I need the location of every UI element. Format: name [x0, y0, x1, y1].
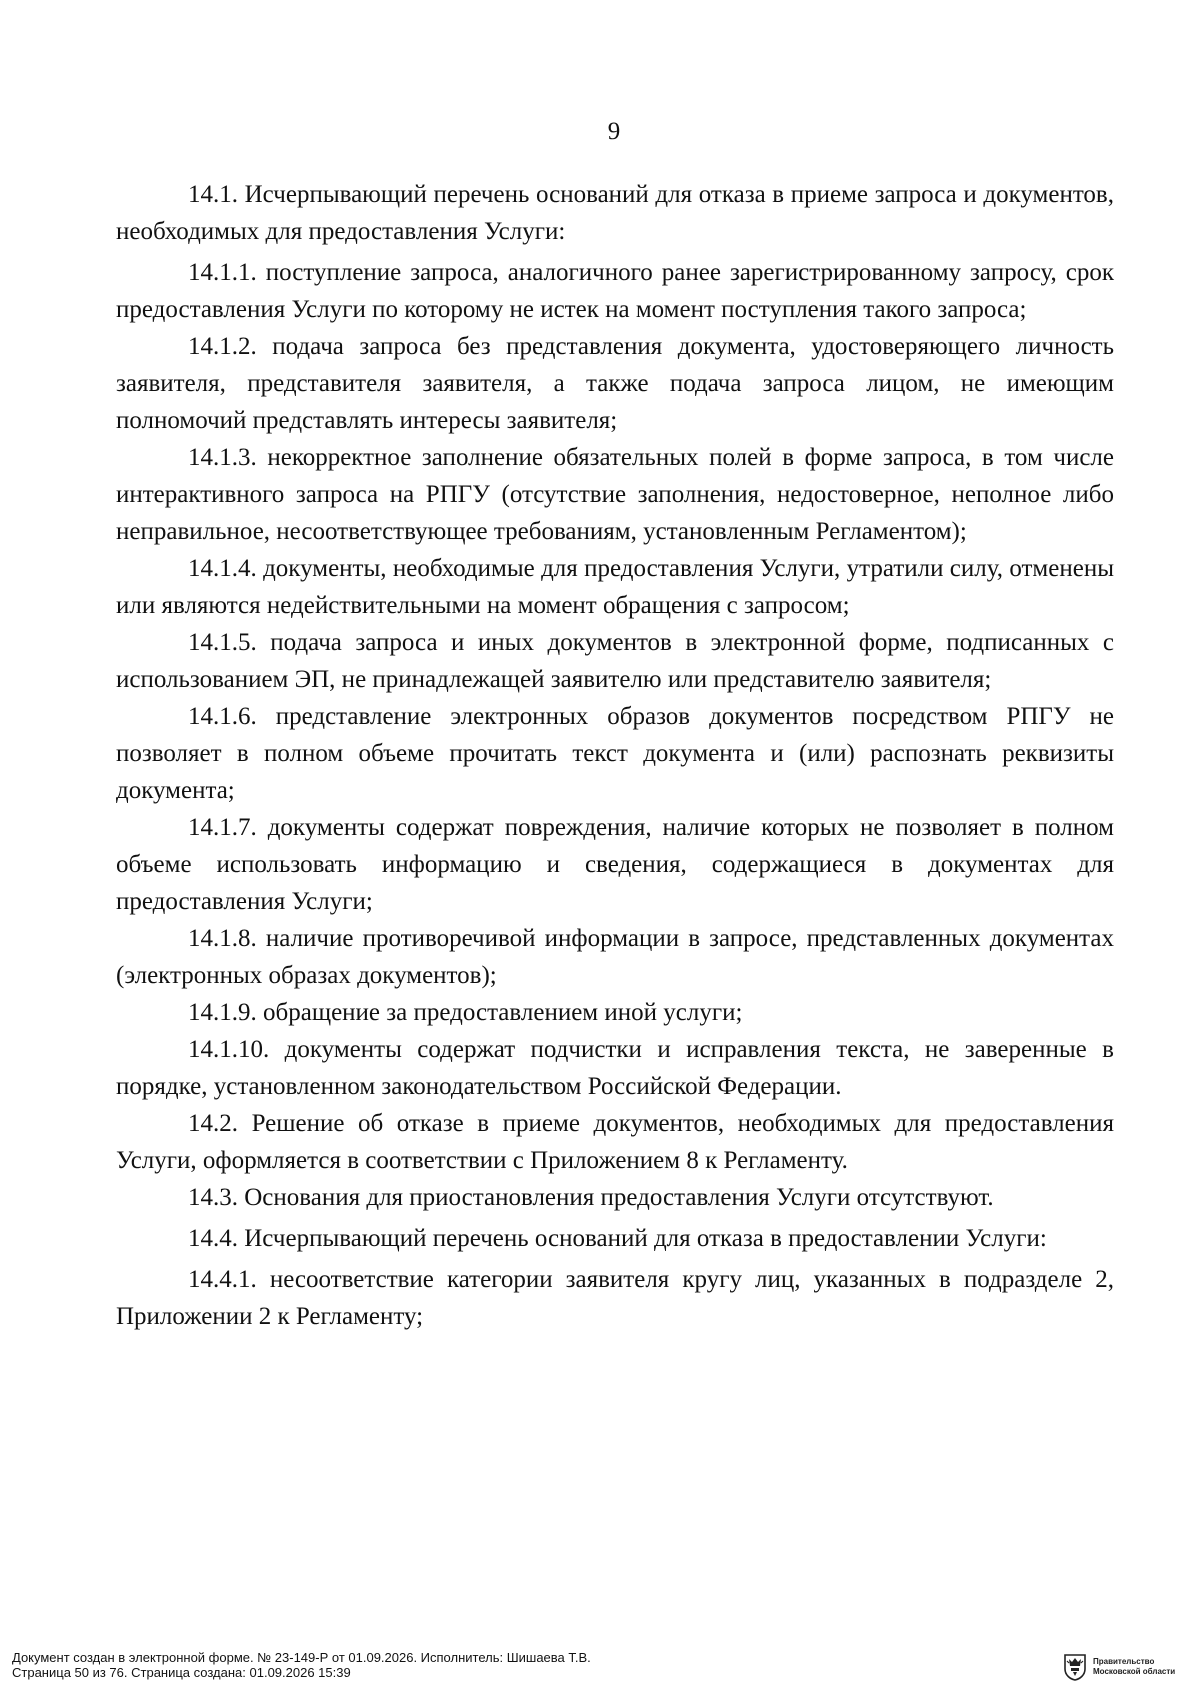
paragraph-14-1-8: 14.1.8. наличие противоречивой информации в запросе, представленных документах (электронных образах документов);: [116, 925, 1114, 989]
footer-page-info: Страница 50 из 76. Страница создана: 01.09.2026 15:39: [12, 1665, 351, 1680]
coat-of-arms-icon: [1063, 1653, 1087, 1681]
paragraph-14-1-6: 14.1.6. представление электронных образов документов посредством РПГУ не позволяет в полном объеме прочитать текст документа и (или) распознать реквизиты документа;: [116, 703, 1114, 804]
footer-document-info: Документ создан в электронной форме. № 23-149-Р от 01.09.2026. Исполнитель: Шишаева Т.В.: [12, 1650, 591, 1665]
paragraph-14-4: 14.4. Исчерпывающий перечень оснований для отказа в предоставлении Услуги:: [188, 1225, 1047, 1252]
government-name-line2: Московской области: [1093, 1667, 1176, 1676]
government-name: [1093, 1657, 1175, 1677]
paragraph-14-1-2: 14.1.2. подача запроса без представления документа, удостоверяющего личность заявителя, представителя заявителя, а также подача запроса лицом, не имеющим полномочий представлять интересы заявителя;: [116, 333, 1114, 434]
government-name-line1: Правительство: [1093, 1657, 1155, 1666]
paragraph-14-1-3: 14.1.3. некорректное заполнение обязательных полей в форме запроса, в том числе интерактивного запроса на РПГУ (отсутствие заполнения, недостоверное, неполное либо неправильное, несоответствующее требованиям, установленным Регламентом);: [116, 444, 1114, 545]
paragraph-14-1: 14.1. Исчерпывающий перечень оснований для отказа в приеме запроса и документов, необходимых для предоставления Услуги:: [116, 181, 1114, 245]
document-footer: [12, 1650, 591, 1680]
paragraph-14-4-1: 14.4.1. несоответствие категории заявителя кругу лиц, указанных в подразделе 2, Приложении 2 к Регламенту;: [116, 1266, 1114, 1330]
paragraph-14-3: 14.3. Основания для приостановления предоставления Услуги отсутствуют.: [188, 1184, 994, 1211]
paragraph-14-1-1: 14.1.1. поступление запроса, аналогичного ранее зарегистрированному запросу, срок предоставления Услуги по которому не истек на момент поступления такого запроса;: [116, 259, 1114, 323]
page-number: 9: [607, 118, 621, 145]
paragraph-14-1-9: 14.1.9. обращение за предоставлением иной услуги;: [188, 999, 743, 1026]
paragraph-14-2: 14.2. Решение об отказе в приеме документов, необходимых для предоставления Услуги, оформляется в соответствии с Приложением 8 к Регламенту.: [116, 1110, 1114, 1174]
paragraph-14-1-7: 14.1.7. документы содержат повреждения, наличие которых не позволяет в полном объеме использовать информацию и сведения, содержащиеся в документах для предоставления Услуги;: [116, 814, 1114, 915]
government-logo: [1063, 1653, 1175, 1681]
paragraph-14-1-4: 14.1.4. документы, необходимые для предоставления Услуги, утратили силу, отменены или являются недействительными на момент обращения с запросом;: [116, 555, 1114, 619]
document-body: [116, 176, 1114, 1335]
paragraph-14-1-5: 14.1.5. подача запроса и иных документов в электронной форме, подписанных с использованием ЭП, не принадлежащей заявителю или представителю заявителя;: [116, 629, 1114, 693]
paragraph-14-1-10: 14.1.10. документы содержат подчистки и исправления текста, не заверенные в порядке, установленном законодательством Российской Федерации.: [116, 1036, 1114, 1100]
